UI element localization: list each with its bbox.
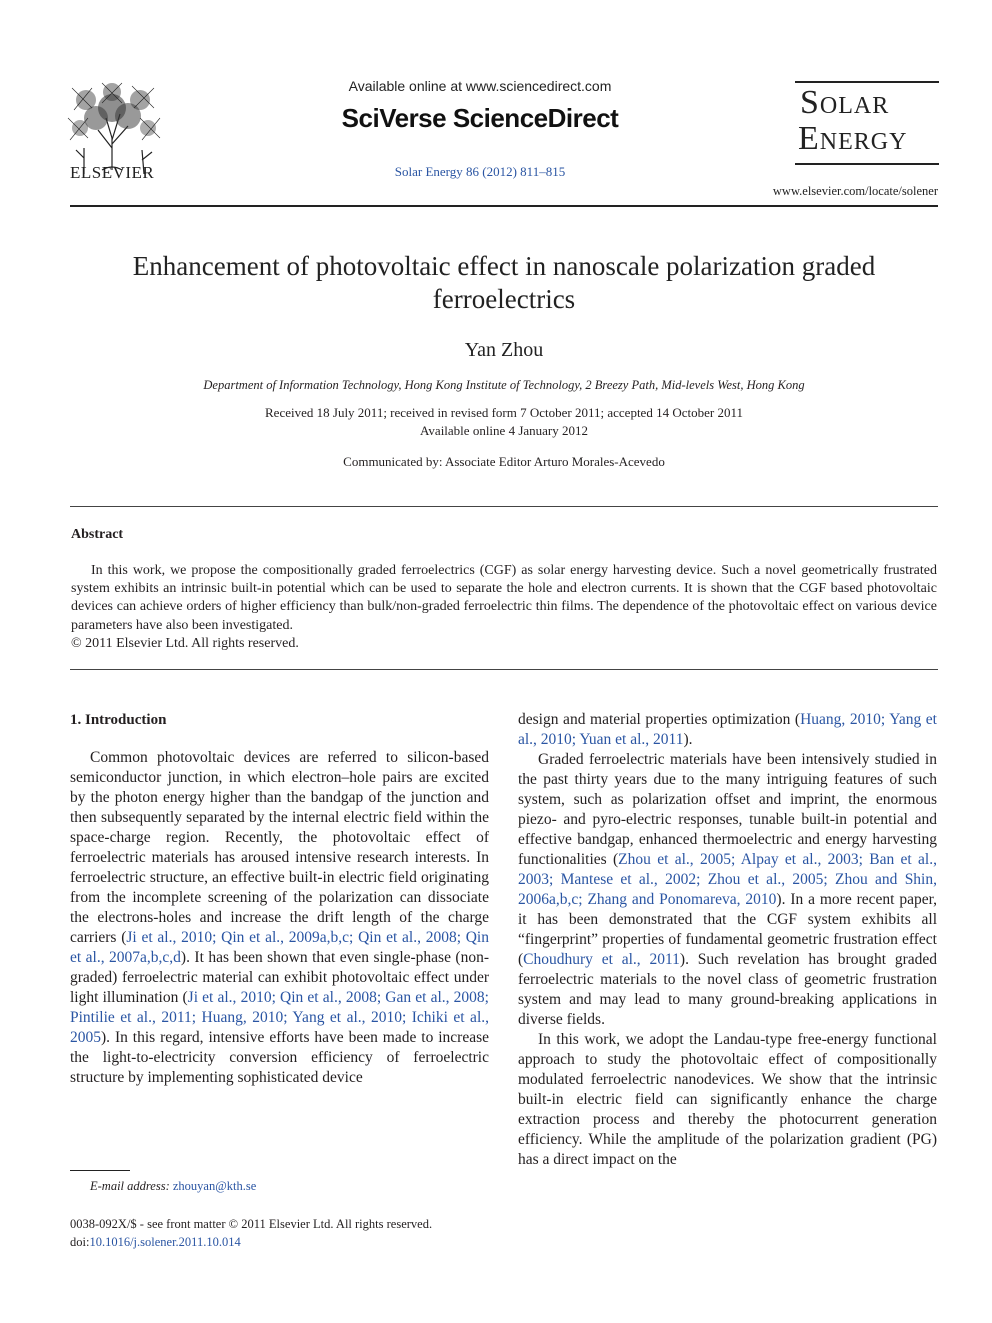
text-segment: Graded ferroelectric materials have been intensively studied in the past thirty years due to the many intriguing features of such system, such as polarization offset and imprint, the enormous piezo- and pyro-electric responses, tunable built-in potential and effective bandgap, enhanced thermoelectric and energy harvesting functionalities ( (518, 751, 937, 868)
left-column (70, 710, 489, 1088)
author-email-link[interactable]: zhouyan@kth.se (172, 1179, 257, 1193)
text-segment: ). It has been shown that even single-phase (non-graded) ferroelectric material can exhibit photovoltaic effect under light illumination ( (70, 949, 489, 1006)
journal-title-line1: Solar (800, 84, 890, 121)
available-online-text: Available online at www.sciencedirect.com (348, 78, 612, 94)
text-segment: ). (683, 731, 693, 748)
article-title: Enhancement of photovoltaic effect in nanoscale polarization graded ferroelectrics (132, 251, 876, 314)
available-date: Available online 4 January 2012 (420, 423, 588, 438)
text-segment: ). In this regard, intensive efforts have been made to increase the light-to-electricity conversion efficiency of ferroelectric structure by implementing sophisticated device (70, 1029, 489, 1086)
author-email-footnote (90, 1179, 256, 1194)
received-dates: Received 18 July 2011; received in revised form 7 October 2011; accepted 14 October 2011 (265, 405, 743, 420)
issn-line: 0038-092X/$ - see front matter © 2011 Elsevier Ltd. All rights reserved. (70, 1217, 433, 1231)
publisher-name: ELSEVIER (70, 163, 155, 182)
text-segment: design and material properties optimization ( (518, 711, 801, 728)
citation-ref[interactable]: Choudhury et al., 2011 (523, 951, 680, 968)
intro-paragraph-2 (518, 750, 937, 1030)
doi-link[interactable]: 10.1016/j.solener.2011.10.014 (89, 1235, 241, 1249)
citation-ref[interactable]: Huang, 2010; Yang et al., 2010; Yuan et al., 2011 (518, 711, 937, 748)
citation-link[interactable]: Solar Energy 86 (2012) 811–815 (394, 164, 566, 179)
text-segment: Common photovoltaic devices are referred to silicon-based semiconductor junction, in which electron–hole pairs are excited by the photon energy higher than the bandgap of the junction and then subsequently separated by the internal electric field within the space-charge region. Recently, the photovoltaic effect of ferroelectric materials has aroused intensive research interests. In ferroelectric structure, an effective built-in electric field originating from the incomplete screening of the polarization can dissociate the electrons-holes and increase the drift length of the charge carriers ( (70, 749, 489, 946)
intro-paragraph-3: In this work, we adopt the Landau-type free-energy functional approach to study the photovoltaic effect of compositionally modulated ferroelectric nanodevices. We show that the intrinsic built-in electric field can significantly enhance the charge extraction process and thereby the photocurrent generation efficiency. While the amplitude of the polarization gradient (PG) has a direct impact on the (518, 1031, 937, 1168)
abstract-copyright: © 2011 Elsevier Ltd. All rights reserved. (71, 636, 299, 651)
platform-name: SciVerse ScienceDirect (341, 103, 619, 133)
text-segment: ). Such revelation has brought graded ferroelectric materials to the novel class of geometric frustration system and may lead to many ground-breaking applications in diverse fields. (518, 951, 938, 1028)
intro-paragraph-1-continued (518, 710, 937, 750)
abstract-bottom-divider (70, 669, 938, 670)
citation-ref[interactable]: Ji et al., 2010; Qin et al., 2008; Gan et al., 2008; Pintilie et al., 2011; Huang, 2010; Yang et al., 2010; Ichiki et al., 2005 (70, 989, 489, 1046)
history-dates (0, 404, 992, 440)
abstract-text: In this work, we propose the compositionally graded ferroelectrics (CGF) as solar energy harvesting device. Such a novel geometrically frustrated system exhibits an intrinsic built-in potential which can be used to separate the hole and electron currents. It is shown that the CGF based photovoltaic devices can achieve orders of higher efficiency than bulk/non-graded ferroelectric thin films. The dependence of the photovoltaic effect on various device parameters have also been investigated. (71, 563, 937, 633)
section-heading: 1. Introduction (70, 712, 167, 728)
communicated-by: Communicated by: Associate Editor Arturo Morales-Acevedo (343, 454, 665, 469)
email-label: E-mail address: (90, 1179, 170, 1193)
citation-ref[interactable]: Zhou et al., 2005; Alpay et al., 2003; Ban et al., 2003; Mantese et al., 2002; Zhou et al., 2005; Zhou and Shin, 2006a,b,c; Zhang and Ponomareva, 2010 (518, 851, 937, 908)
doi-label: doi: (70, 1235, 90, 1249)
author-affiliation: Department of Information Technology, Hong Kong Institute of Technology, 2 Breezy Path, Mid-levels West, Hong Kong (203, 378, 805, 392)
footnote-divider (70, 1170, 130, 1171)
text-segment: ). In a more recent paper, it has been demonstrated that the CGF system exhibits all “fingerprint” properties of fundamental geometric frustration effect ( (518, 891, 937, 968)
header-divider (70, 205, 938, 207)
journal-title-line2: Energy (798, 120, 908, 157)
intro-paragraph-1 (70, 748, 489, 1088)
article-author: Yan Zhou (464, 339, 544, 361)
abstract-top-divider (70, 506, 938, 507)
abstract-heading: Abstract (71, 527, 124, 542)
right-column (518, 710, 937, 1170)
citation-ref[interactable]: Ji et al., 2010; Qin et al., 2009a,b,c; Qin et al., 2008; Qin et al., 2007a,b,c,d (70, 929, 489, 966)
journal-url[interactable]: www.elsevier.com/locate/solener (772, 184, 938, 198)
abstract-body (71, 562, 937, 635)
issn-doi-block (70, 1215, 432, 1251)
doi-line (70, 1233, 432, 1251)
